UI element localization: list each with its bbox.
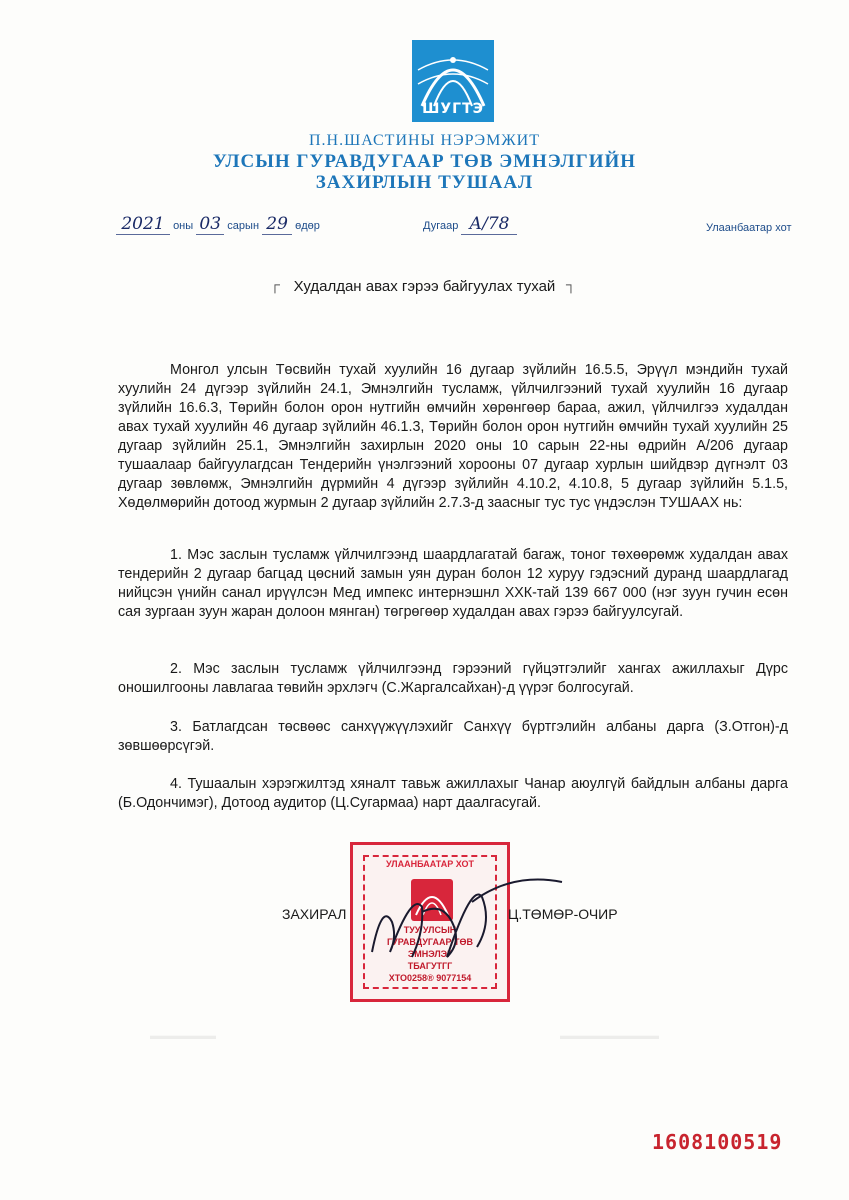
order-number: А/78	[461, 214, 517, 235]
order-number-line	[423, 214, 517, 235]
document-title: Худалдан авах гэрээ байгуулах тухай	[293, 278, 556, 295]
date-year: 2021	[116, 214, 170, 235]
logo-text: ШУГТЭ	[422, 101, 484, 117]
header-line-1: П.Н.ШАСТИНЫ НЭРЭМЖИТ	[309, 132, 540, 149]
hospital-logo	[412, 40, 494, 122]
year-label: оны	[173, 220, 194, 232]
stamp-line-4: ТБАГУТГГ	[407, 961, 453, 971]
stamp-line-1: ТУУ УЛСЫН	[403, 925, 457, 935]
date-line	[116, 214, 320, 235]
date-month: 03	[196, 214, 224, 235]
bleed-through-text-left: ▬▬▬▬▬▬	[150, 1030, 216, 1042]
number-label: Дугаар	[423, 220, 459, 232]
order-item-3: 3. Батлагдсан төсвөөс санхүүжүүлэхийг Санхүү бүртгэлийн албаны дарга (З.Отгон)-д зөвшөөрсүгэй.	[118, 719, 788, 754]
order-item-2: 2. Мэс заслын тусламж үйлчилгээнд гэрээний гүйцэтгэлийг хангах ажиллахыг Дүрс оношилгооны лавлагаа төвийн эрхлэгч (С.Жаргалсайхан)-д үүрэг болгосугай.	[118, 661, 788, 696]
city-label: Улаанбаатар хот	[706, 222, 792, 234]
title-bracket-right-icon: ┐	[566, 276, 576, 292]
stamp-line-5: ХТО0258® 9077154	[388, 973, 472, 983]
month-label: сарын	[227, 220, 260, 232]
order-item-1: 1. Мэс заслын тусламж үйлчилгээнд шаардлагатай багаж, тоног төхөөрөмж худалдан авах тендерийн 2 дугаар багцад цөсний замын уян дуран болон 12 хуруу гэдэсний дуранд шаардлагад нийцсэн үнийн санал ирүүлсэн Мед импекс интернэшнл ХХК-тай 139 667 000 (нэг зуун гучин есөн сая зургаан зуун жаран долоон мянган) төгрөгөөр худалдан авах гэрээ байгуулсугай.	[118, 547, 788, 620]
serial-number: 1608100519	[652, 1130, 783, 1154]
day-label: өдөр	[295, 220, 320, 232]
signatory-title: ЗАХИРАЛ	[282, 906, 347, 922]
stamp-line-2: ГУРАВДУГААР ТӨВ	[387, 937, 473, 947]
stamp-city: УЛААНБААТАР ХОТ	[386, 859, 474, 869]
title-bracket-left-icon: ┌	[270, 276, 280, 292]
date-day: 29	[262, 214, 292, 235]
order-item-4: 4. Тушаалын хэрэгжилтэд хяналт тавьж ажиллахыг Чанар аюулгүй байдлын албаны дарга (Б.Одончимэг), Дотоод аудитор (Ц.Сугармаа) нарт даалгасугай.	[118, 776, 788, 811]
header-line-3: ЗАХИРЛЫН ТУШААЛ	[315, 172, 534, 193]
header-line-2: УЛСЫН ГУРАВДУГААР ТӨВ ЭМНЭЛГИЙН	[212, 151, 637, 172]
stamp-line-3: ЭМНЭЛЭГ	[407, 949, 453, 959]
intro-paragraph: Монгол улсын Төсвийн тухай хуулийн 16 дугаар зүйлийн 16.5.5, Эрүүл мэндийн тухай хуулийн 24 дүгээр зүйлийн 24.1, Эмнэлгийн тусламж, үйлчилгээний тухай хуулийн 16 дугаар зүйлийн 16.6.3, Төрийн болон орон нутгийн өмчийн хөрөнгөөр бараа, ажил, үйлчилгээ худалдан авах тухай хуулийн 46 дугаар зүйлийн 46.1.3, Төрийн болон орон нутгийн өмчийн тухай хуулийн 25 дугаар зүйлийн 25.1, Эмнэлгийн захирлын 2020 оны 10 сарын 22-ны өдрийн А/206 дугаар тушаалаар байгуулагдсан Тендерийн үнэлгээний хорооны 07 дугаар хурлын шийдвэр дүгнэлт 03 дугаар зөвлөмж, Эмнэлгийн дүрмийн 4 дүгээр зүйлийн 4.10.2, 4.10.8, 5 дугаар зүйлийн 5.1.5, Хөдөлмөрийн дотоод журмын 2 дугаар зүйлийн 2.7.3-д заасныг тус тус үндэслэн ТУШААХ нь:	[118, 362, 788, 511]
signatory-name: Ц.ТӨМӨР-ОЧИР	[508, 906, 618, 922]
bleed-through-text: ▬▬▬▬▬▬▬▬▬	[560, 1030, 659, 1042]
